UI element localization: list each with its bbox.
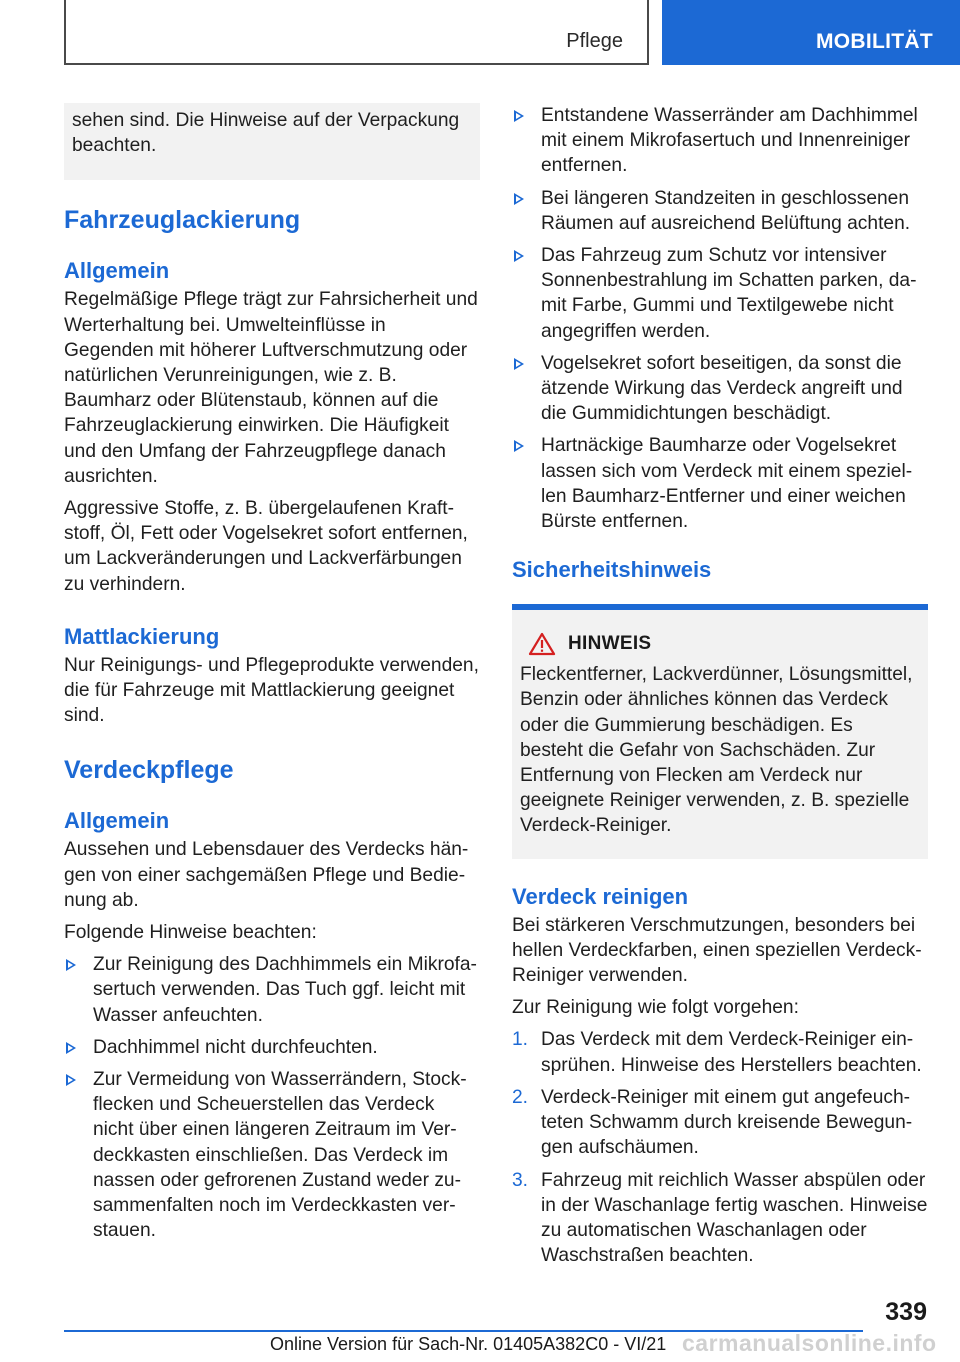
left-bullet-list bbox=[64, 952, 480, 1243]
left-column bbox=[64, 103, 480, 1251]
paragraph-matt: Nur Reinigungs- und Pflegeprodukte verwenden, die für Fahrzeuge mit Mattlackierung geeignet sind. bbox=[64, 654, 479, 727]
list-item: Zur Reinigung des Dachhimmels ein Mikrofasertuch verwenden. Das Tuch ggf. leicht mit Wasser anfeuchten. bbox=[64, 952, 480, 1028]
right-column bbox=[512, 103, 928, 1275]
chapter-tab: MOBILITÄT bbox=[662, 0, 960, 65]
triangle-bullet-icon bbox=[514, 358, 524, 370]
triangle-bullet-icon bbox=[66, 959, 76, 971]
paragraph-clean-2: Zur Reinigung wie folgt vorgehen: bbox=[512, 997, 799, 1019]
warning-title: HINWEIS bbox=[568, 633, 652, 655]
heading-safety: Sicherheitshinweis bbox=[512, 557, 712, 583]
warning-box bbox=[512, 604, 928, 858]
list-item: Zur Vermeidung von Wasserrändern, Stockflecken und Scheuerstellen das Verdeck nicht über einen längeren Zeitraum im Verdeckkasten einschließen. Das Verdeck im nassen oder gefrorenen Zustand weder zusammenfalten noch im Verdeckkasten verstauen. bbox=[64, 1067, 480, 1243]
triangle-bullet-icon bbox=[66, 1042, 76, 1054]
heading-general-top: Allgemein bbox=[64, 808, 170, 834]
list-item: 3. Fahrzeug mit reichlich Wasser abspülen oder in der Waschanlage fertig waschen. Hinweise zu automatischen Waschanlagen oder Waschstraßen beachten. bbox=[512, 1169, 928, 1267]
heading-paint: Fahrzeuglackierung bbox=[64, 206, 301, 235]
section-title: Pflege bbox=[566, 30, 623, 52]
triangle-bullet-icon bbox=[514, 250, 524, 262]
paragraph-general-paint-1: Regelmäßige Pflege trägt zur Fahrsicherheit und Werterhaltung bei. Umwelteinflüsse in Gegenden mit höherer Luftverschmutzung oder natürlichen Verunreinigungen, wie z. B. Baumharz oder Blütenstaub, können auf die Fahrzeuglackierung einwirken. Die Häufigkeit und den Umfang der Fahrzeugpflege danach ausrichten. bbox=[64, 289, 478, 487]
list-item: 1. Das Verdeck mit dem Verdeck-Reiniger einsprühen. Hinweise des Herstellers beachten. bbox=[512, 1029, 922, 1076]
step-number: 1. bbox=[512, 1029, 529, 1051]
triangle-bullet-icon bbox=[66, 1074, 76, 1086]
heading-clean-top: Verdeck reinigen bbox=[512, 883, 689, 909]
page-number: 339 bbox=[885, 1298, 927, 1326]
triangle-bullet-icon bbox=[514, 440, 524, 452]
step-number: 3. bbox=[512, 1169, 529, 1191]
warning-text: Fleckentferner, Lackverdünner, Lösungsmittel, Benzin oder ähnliches können das Verdeck oder die Gummierung beschädigen. Es besteht die Gefahr von Sachschäden. Zur Entfernung von Flecken am Verdeck nur geeignete Reiniger verwenden, z. B. spezielle Verdeck-Reiniger. bbox=[520, 664, 913, 837]
warning-header bbox=[520, 632, 920, 656]
list-item: Entstandene Wasserränder am Dachhimmel mit einem Mikrofasertuch und Innenreiniger entfernen. bbox=[512, 103, 928, 179]
header-box bbox=[64, 0, 649, 65]
heading-general-paint: Allgemein bbox=[64, 258, 170, 284]
intro-note-box bbox=[64, 103, 480, 180]
watermark: carmanualsonline.info bbox=[682, 1330, 937, 1356]
list-item: 2. Verdeck-Reiniger mit einem gut angefeuchteten Schwamm durch kreisende Bewegungen aufschäumen. bbox=[512, 1086, 913, 1159]
heading-matt: Mattlackierung bbox=[64, 623, 220, 649]
list-item: Vogelsekret sofort beseitigen, da sonst die ätzende Wirkung das Verdeck angreift und die Gummidichtungen beschädigt. bbox=[512, 351, 928, 427]
paragraph-general-paint-2: Aggressive Stoffe, z. B. übergelaufenen Kraftstoff, Öl, Fett oder Vogelsekret sofort entfernen, um Lackveränderungen und Lackverfärbungen zu verhindern. bbox=[64, 498, 468, 595]
intro-note-text: sehen sind. Die Hinweise auf der Verpackung beachten. bbox=[72, 110, 460, 157]
footer-online-version: Online Version für Sach-Nr. 01405A382C0 - VI/21 bbox=[270, 1334, 667, 1354]
paragraph-clean-1: Bei stärkeren Verschmutzungen, besonders bei hellen Verdeckfarben, einen speziellen Verdeck-Reiniger verwenden. bbox=[512, 914, 922, 987]
steps-list bbox=[512, 1027, 928, 1268]
heading-top-care: Verdeckpflege bbox=[64, 756, 234, 785]
list-item: Das Fahrzeug zum Schutz vor intensiver Sonnenbestrahlung im Schatten parken, damit Farbe, Gummi und Textilgewebe nicht angegriffen werden. bbox=[512, 243, 928, 344]
list-item: Bei längeren Standzeiten in geschlossenen Räumen auf ausreichend Belüftung achten. bbox=[512, 186, 928, 236]
warning-triangle-icon bbox=[528, 632, 556, 656]
list-item: Dachhimmel nicht durchfeuchten. bbox=[64, 1035, 480, 1060]
triangle-bullet-icon bbox=[514, 193, 524, 205]
list-item: Hartnäckige Baumharze oder Vogelsekret lassen sich vom Verdeck mit einem speziellen Baumharz-Entferner und einer weichen Bürste entfernen. bbox=[512, 433, 928, 534]
triangle-bullet-icon bbox=[514, 110, 524, 122]
right-bullet-list bbox=[512, 103, 928, 534]
paragraph-notes-intro: Folgende Hinweise beachten: bbox=[64, 922, 317, 944]
step-number: 2. bbox=[512, 1086, 529, 1108]
paragraph-general-top: Aussehen und Lebensdauer des Verdecks hängen von einer sachgemäßen Pflege und Bedienung ab. bbox=[64, 839, 469, 911]
